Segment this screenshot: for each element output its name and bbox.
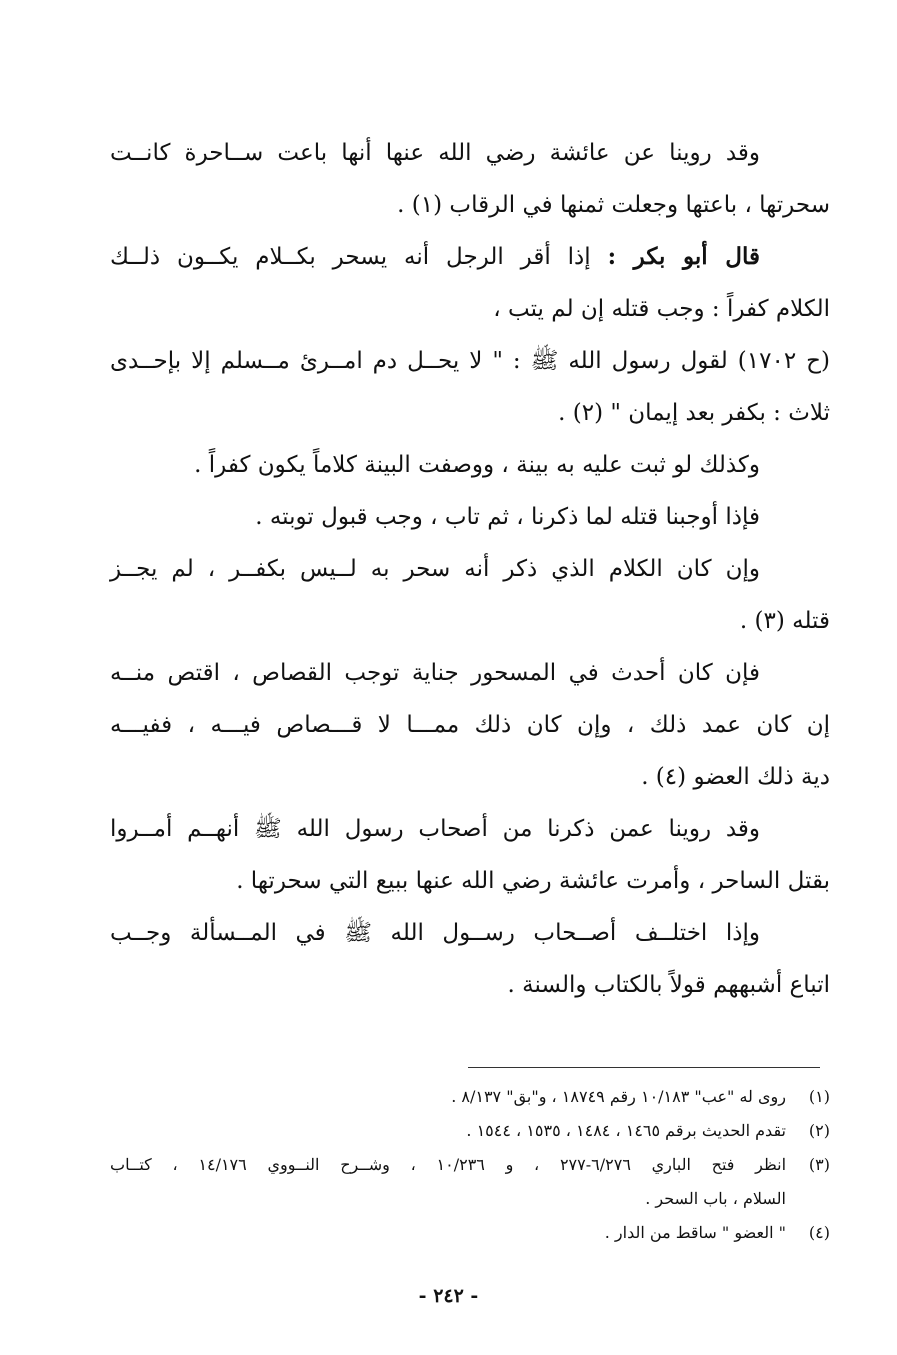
speaker-label: قال أبو بكر : xyxy=(607,243,760,270)
paragraph-1-cont xyxy=(110,179,830,231)
footnote-text: روى له "عب" ١٠/١٨٣ رقم ١٨٧٤٩ ، و"بق" ٨/١٣٧ . xyxy=(451,1087,786,1106)
paragraph-7-cont xyxy=(110,699,830,803)
text-line: دية ذلك العضو (٤) . xyxy=(641,764,830,790)
text-line xyxy=(110,231,760,283)
footnote-3 xyxy=(110,1148,830,1216)
text-line: ثلاث : بكفر بعد إيمان " (٢) . xyxy=(558,400,830,426)
text-line: وكذلك لو ثبت عليه به بينة ، ووصفت البينة كلاماً يكون كفراً . xyxy=(194,452,760,478)
footnote-2 xyxy=(110,1114,830,1148)
text-line: فإذا أوجبنا قتله لما ذكرنا ، ثم تاب ، وجب قبول توبته . xyxy=(255,504,760,530)
footnote-text-cont: السلام ، باب السحر . xyxy=(645,1189,786,1208)
paragraph-5 xyxy=(110,491,830,543)
paragraph-7 xyxy=(110,647,830,699)
text-line: فإن كان أحدث في المسحور جناية توجب القصاص ، اقتص منــه xyxy=(110,660,760,686)
footnote-divider xyxy=(468,1067,820,1068)
footnote-number: (٤) xyxy=(808,1223,830,1242)
text-line: سحرتها ، باعتها وجعلت ثمنها في الرقاب (١) . xyxy=(397,192,830,218)
main-text xyxy=(110,127,830,1011)
paragraph-8-cont xyxy=(110,855,830,907)
footnote-number: (١) xyxy=(808,1087,830,1106)
text-span: إذا أقر الرجل أنه يسحر بكــلام يكــون ذلــك xyxy=(110,244,591,270)
footnote-number: (٢) xyxy=(808,1121,830,1140)
paragraph-3 xyxy=(110,335,830,387)
paragraph-9-cont xyxy=(110,959,830,1011)
paragraph-4 xyxy=(110,439,830,491)
paragraph-2 xyxy=(110,231,830,283)
footnote-text: انظر فتح الباري ٦/٢٧٦-٢٧٧ ، و ١٠/٢٣٦ ، وشــرح النــووي ١٤/١٧٦ ، كتــاب xyxy=(110,1155,787,1174)
text-line: وإذا اختلــف أصــحاب رســول الله ﷺ في المــسألة وجــب xyxy=(110,920,760,946)
text-line: إن كان عمد ذلك ، وإن كان ذلك ممـــا لا قـــصاص فيـــه ، ففيـــه xyxy=(110,712,830,738)
paragraph-8 xyxy=(110,803,830,855)
text-line: الكلام كفراً : وجب قتله إن لم يتب ، xyxy=(493,296,830,322)
text-line: وقد روينا عمن ذكرنا من أصحاب رسول الله ﷺ أنهــم أمــروا xyxy=(110,816,760,842)
paragraph-2-cont xyxy=(110,283,830,335)
page-number: - ٢٤٢ - xyxy=(418,1285,479,1307)
text-line: بقتل الساحر ، وأمرت عائشة رضي الله عنها ببيع التي سحرتها . xyxy=(236,868,830,894)
paragraph-6 xyxy=(110,543,830,595)
footnote-number: (٣) xyxy=(808,1155,830,1174)
text-line: وإن كان الكلام الذي ذكر أنه سحر به لــيس بكفــر ، لم يجــز xyxy=(110,556,760,582)
paragraph-9 xyxy=(110,907,830,959)
footnote-text: تقدم الحديث برقم ١٤٦٥ ، ١٤٨٤ ، ١٥٣٥ ، ١٥٤٤ . xyxy=(466,1121,786,1140)
text-line: قتله (٣) . xyxy=(739,608,830,634)
footnote-4 xyxy=(110,1216,830,1250)
paragraph-3-cont xyxy=(110,387,830,439)
paragraph-1 xyxy=(110,127,830,179)
footnote-text: " العضو " ساقط من الدار . xyxy=(604,1223,786,1242)
text-line: وقد روينا عن عائشة رضي الله عنها أنها باعت ســاحرة كانــت xyxy=(110,140,760,166)
footnotes xyxy=(110,1080,830,1250)
text-line: اتباع أشبههم قولاً بالكتاب والسنة . xyxy=(507,972,830,998)
text-span: لقول رسول الله ﷺ : " لا يحــل دم امــرئ مــسلم إلا بإحــدى xyxy=(110,348,728,374)
hadith-reference: (ح ١٧٠٢) xyxy=(737,348,830,374)
paragraph-6-cont xyxy=(110,595,830,647)
text-line xyxy=(110,335,830,387)
footnote-1 xyxy=(110,1080,830,1114)
